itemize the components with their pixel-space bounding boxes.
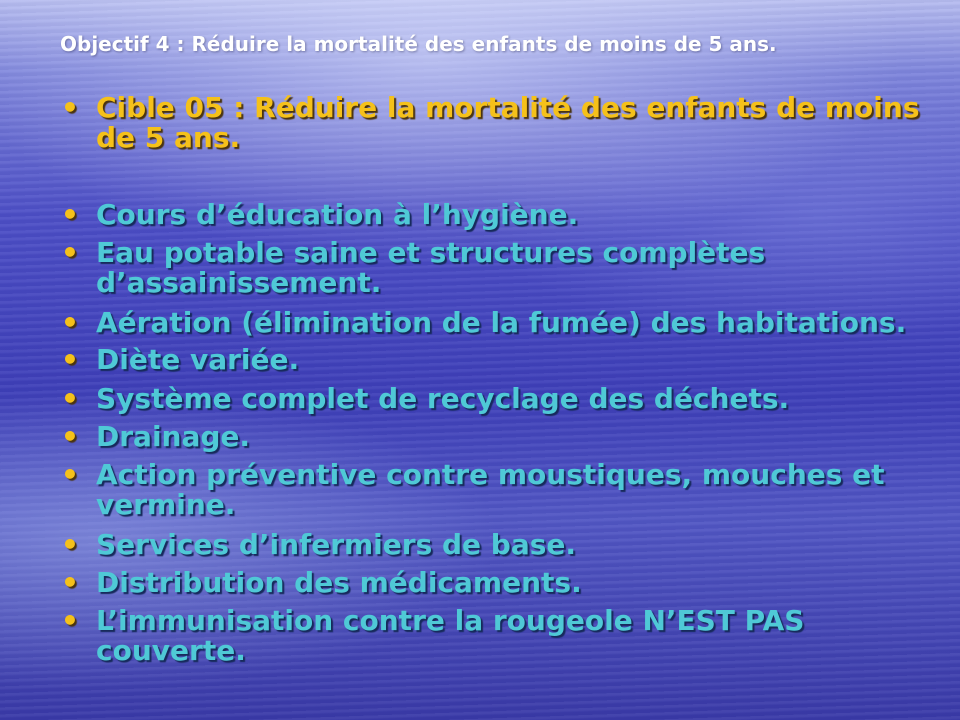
bullet-icon: • (61, 566, 79, 599)
bullet-icon: • (61, 420, 79, 453)
list-item (60, 200, 940, 230)
list-item (60, 530, 940, 560)
list-item-text: Distribution des médicaments. (96, 566, 582, 599)
list-item-text: L’immunisation contre la rougeole N’EST PAS couverte. (96, 604, 805, 667)
bullet-icon: • (61, 528, 79, 561)
list-item-text: Drainage. (96, 420, 251, 453)
target-text: Cible 05 : Réduire la mortalité des enfants de moins de 5 ans. (96, 91, 920, 154)
list-item-text: Eau potable saine et structures complètes d’assainissement. (96, 236, 766, 299)
slide-title: Objectif 4 : Réduire la mortalité des enfants de moins de 5 ans. (60, 32, 777, 56)
bullet-icon: • (61, 198, 79, 231)
list-item (60, 345, 940, 375)
list-item-text: Cours d’éducation à l’hygiène. (96, 198, 579, 231)
list-item-text: Action préventive contre moustiques, mouches et vermine. (96, 458, 885, 521)
bullet-icon: • (61, 91, 79, 124)
list-item-text: Services d’infermiers de base. (96, 528, 577, 561)
list-item (60, 460, 940, 520)
bullet-icon: • (61, 236, 79, 269)
bullet-icon: • (61, 604, 79, 637)
bullet-icon: • (61, 306, 79, 339)
list-item (60, 568, 940, 598)
list-item (60, 238, 940, 298)
list-item (60, 422, 940, 452)
list-item (60, 384, 940, 414)
list-item (60, 308, 940, 338)
list-item (60, 606, 940, 666)
list-item-text: Aération (élimination de la fumée) des habitations. (96, 306, 907, 339)
bullet-icon: • (61, 382, 79, 415)
bullet-icon: • (61, 343, 79, 376)
target-item (60, 93, 940, 153)
list-item-text: Système complet de recyclage des déchets. (96, 382, 790, 415)
bullet-icon: • (61, 458, 79, 491)
list-item-text: Diète variée. (96, 343, 300, 376)
